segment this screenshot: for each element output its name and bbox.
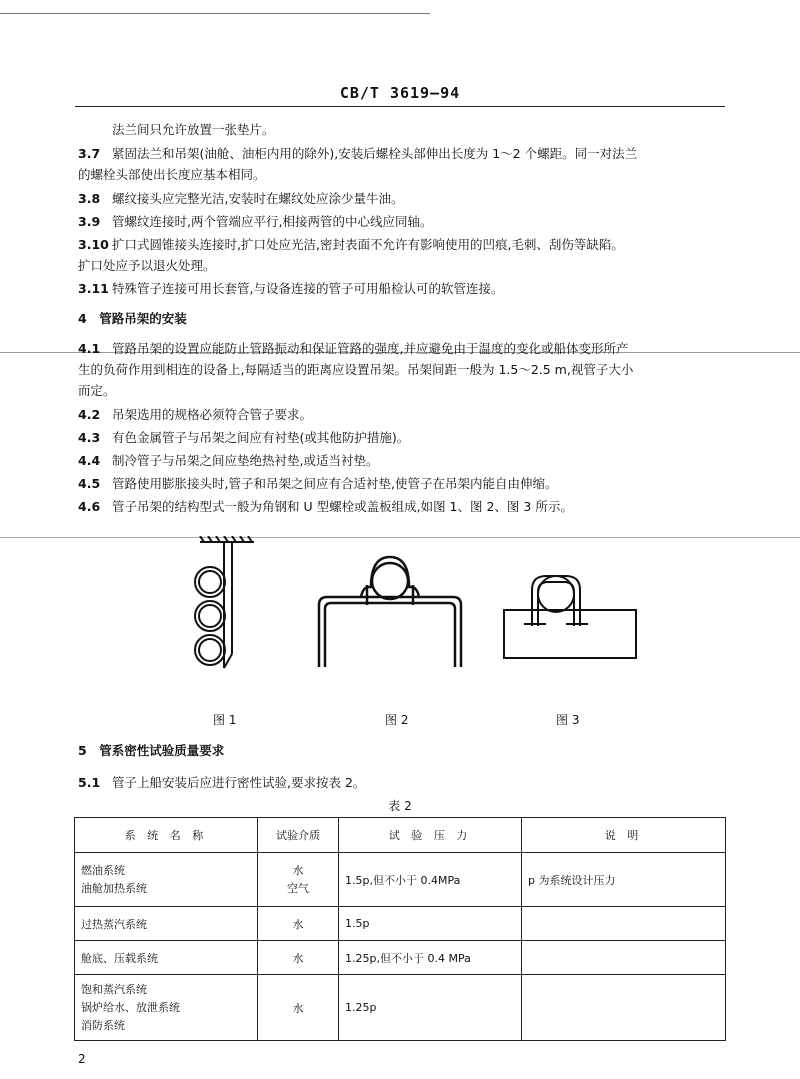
figure-1-drawing: [180, 536, 270, 686]
medium-cell: 水: [258, 941, 339, 975]
system-name: 燃油系统: [81, 863, 125, 877]
clause-number: 3.9: [78, 214, 101, 229]
clause-number: 4.2: [78, 407, 101, 422]
note-cell: [522, 975, 726, 1041]
pressure-cell: 1.5p,但不小于 0.4MPa: [339, 853, 522, 907]
clause-text: 扩口处应予以退火处理。: [78, 258, 216, 273]
clause-number: 4.4: [78, 453, 101, 468]
clause-text: 紧固法兰和吊架(油舱、油柜内用的除外),安装后螺栓头部伸出长度为 1～2 个螺距。同一对法兰: [112, 146, 638, 161]
clause-number: 4.5: [78, 476, 101, 491]
table-row: [75, 941, 726, 975]
table-row: [75, 853, 726, 907]
column-header-pressure: 试 验 压 力: [339, 818, 522, 853]
medium-value: 水: [292, 863, 304, 877]
clause-text: 管子上船安装后应进行密性试验,要求按表 2。: [112, 775, 366, 790]
medium-cell: 水: [258, 907, 339, 941]
table-title: 表 2: [388, 799, 412, 813]
paragraph-line: [78, 430, 728, 446]
paragraph-line: [78, 476, 728, 492]
clause-text: 制冷管子与吊架之间应垫绝热衬垫,或适当衬垫。: [112, 453, 379, 468]
system-cell: 过热蒸汽系统: [75, 907, 258, 941]
clause-number: 3.7: [78, 146, 101, 161]
clause-text: 管螺纹连接时,两个管端应平行,相接两管的中心线应同轴。: [112, 214, 433, 229]
system-name: 饱和蒸汽系统: [81, 982, 147, 996]
table-header-row: [75, 818, 726, 853]
clause-number: 4.6: [78, 499, 101, 514]
clause-text: 扩口式圆锥接头连接时,扩口处应光洁,密封表面不允许有影响使用的凹痕,毛刺、刮伤等缺陷。: [112, 237, 624, 252]
paragraph-line: [78, 383, 728, 399]
section-heading: 5 管系密性试验质量要求: [78, 743, 225, 758]
clause-number: 4.3: [78, 430, 101, 445]
paragraph-line: [78, 191, 728, 207]
paragraph-line: [78, 362, 728, 378]
pressure-cell: 1.5p: [339, 907, 522, 941]
system-name: 油舱加热系统: [81, 881, 147, 895]
paragraph-line: [78, 499, 728, 515]
table-row: [75, 975, 726, 1041]
clause-number: 3.10: [78, 237, 109, 252]
paragraph-line: [78, 237, 728, 253]
clause-text: 有色金属管子与吊架之间应有衬垫(或其他防护措施)。: [112, 430, 410, 445]
pressure-test-table: [74, 817, 726, 1041]
clause-number: 3.11: [78, 281, 109, 296]
column-header-system: 系 统 名 称: [75, 818, 258, 853]
system-cell: [75, 853, 258, 907]
table-row: [75, 907, 726, 941]
clause-text: 吊架选用的规格必须符合管子要求。: [112, 407, 313, 422]
figure-1-caption: 图 1: [213, 713, 237, 727]
clause-text: 而定。: [78, 383, 116, 398]
clause-text: 特殊管子连接可用长套管,与设备连接的管子可用船检认可的软管连接。: [112, 281, 504, 296]
header-rule: [75, 106, 725, 107]
figure-2-caption: 图 2: [385, 713, 409, 727]
pressure-cell: 1.25p,但不小于 0.4 MPa: [339, 941, 522, 975]
clause-text: 管路使用膨胀接头时,管子和吊架之间应有合适衬垫,使管子在吊架内能自由伸缩。: [112, 476, 558, 491]
system-name: 消防系统: [81, 1018, 125, 1032]
paragraph-line: [78, 258, 728, 274]
clause-text: 生的负荷作用到相连的设备上,每隔适当的距离应设置吊架。吊架间距一般为 1.5～2.5 m,视管子大小: [78, 362, 634, 377]
clause-text: 管路吊架的设置应能防止管路振动和保证管路的强度,并应避免由于温度的变化或船体变形所产: [112, 341, 629, 356]
paragraph-line: [78, 407, 728, 423]
note-cell: [522, 941, 726, 975]
section-heading: 4 管路吊架的安装: [78, 311, 187, 326]
pressure-cell: 1.25p: [339, 975, 522, 1041]
note-cell: [522, 907, 726, 941]
medium-cell: 水: [258, 975, 339, 1041]
clause-text: 管子吊架的结构型式一般为角钢和 U 型螺栓或盖板组成,如图 1、图 2、图 3 所示。: [112, 499, 573, 514]
system-cell: 舱底、压载系统: [75, 941, 258, 975]
paragraph-line: [78, 281, 728, 297]
standard-number: CB/T 3619—94: [339, 84, 461, 102]
paragraph-line: [78, 775, 728, 791]
page-number: 2: [78, 1052, 86, 1066]
paragraph-line: [78, 214, 728, 230]
paragraph-line: [78, 167, 728, 183]
medium-cell: [258, 853, 339, 907]
note-cell: p 为系统设计压力: [522, 853, 726, 907]
system-cell: [75, 975, 258, 1041]
clause-text: 的螺栓头部使出长度应基本相同。: [78, 167, 266, 182]
paragraph-line: [78, 341, 728, 357]
scan-line: [0, 537, 800, 538]
paragraph-line: [78, 122, 728, 138]
clause-number: 5.1: [78, 775, 101, 790]
system-name: 锅炉给水、放泄系统: [81, 1000, 180, 1014]
column-header-note: 说 明: [522, 818, 726, 853]
scan-line: [0, 13, 430, 14]
figure-3-caption: 图 3: [556, 713, 580, 727]
figure-3-drawing: [498, 568, 648, 663]
medium-value: 空气: [287, 881, 309, 895]
column-header-medium: 试验介质: [258, 818, 339, 853]
figure-2-drawing: [305, 555, 475, 675]
clause-number: 4.1: [78, 341, 101, 356]
paragraph-line: [78, 146, 728, 162]
clause-text: 螺纹接头应完整光洁,安装时在螺纹处应涂少量牛油。: [112, 191, 404, 206]
clause-number: 3.8: [78, 191, 101, 206]
paragraph-line: [78, 453, 728, 469]
clause-text: 法兰间只允许放置一张垫片。: [112, 122, 275, 137]
